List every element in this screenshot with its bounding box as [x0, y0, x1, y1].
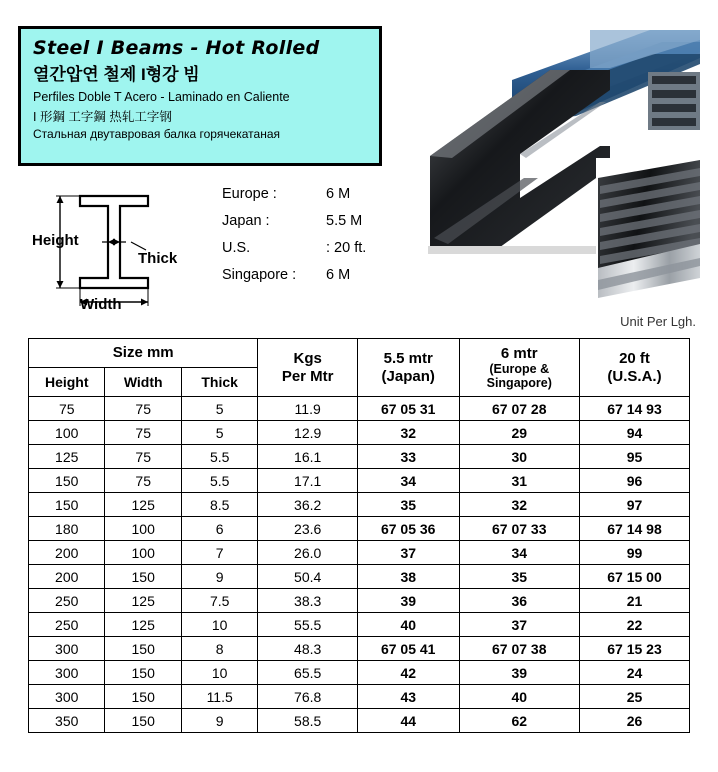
cell-code-europe: 36: [459, 589, 579, 613]
cell-code-europe: 40: [459, 685, 579, 709]
unit-note: Unit Per Lgh.: [620, 314, 696, 329]
table-row: [29, 469, 690, 493]
cell-width: 125: [105, 613, 181, 637]
header-size-mm: Size mm: [29, 339, 258, 368]
cell-width: 75: [105, 421, 181, 445]
cell-code-usa: 95: [579, 445, 689, 469]
cell-thick: 5: [181, 421, 257, 445]
cell-code-europe: 29: [459, 421, 579, 445]
cell-kgs: 58.5: [258, 709, 358, 733]
beam-spec-table: [28, 338, 690, 733]
table-row: [29, 397, 690, 421]
cell-thick: 6: [181, 517, 257, 541]
cell-width: 150: [105, 685, 181, 709]
cell-height: 150: [29, 469, 105, 493]
cell-code-europe: 35: [459, 565, 579, 589]
cell-width: 150: [105, 661, 181, 685]
table-row: [29, 661, 690, 685]
cell-code-europe: 32: [459, 493, 579, 517]
diagram-width-label: Width: [80, 296, 122, 313]
table-body: [29, 397, 690, 733]
table-head: [29, 339, 690, 397]
diagram-height-label: Height: [32, 232, 79, 249]
table-row: [29, 685, 690, 709]
header-kgs-per-mtr: [258, 339, 358, 397]
table-row: [29, 565, 690, 589]
cell-code-usa: 67 15 00: [579, 565, 689, 589]
cell-code-japan: 37: [357, 541, 459, 565]
cell-code-japan: 35: [357, 493, 459, 517]
table-row: [29, 709, 690, 733]
cell-height: 300: [29, 661, 105, 685]
cell-code-japan: 34: [357, 469, 459, 493]
cell-code-usa: 22: [579, 613, 689, 637]
beam-cross-section-diagram: [18, 180, 208, 320]
length-region: Singapore :: [222, 267, 297, 283]
length-region: Europe :: [222, 186, 277, 202]
cell-width: 150: [105, 565, 181, 589]
table-row: [29, 493, 690, 517]
table-row: [29, 541, 690, 565]
cell-kgs: 16.1: [258, 445, 358, 469]
header-usa-line1: 20 ft: [619, 350, 650, 368]
cell-code-europe: 67 07 28: [459, 397, 579, 421]
table-row: [29, 589, 690, 613]
title-cjk: I 形鋼 工字鋼 热轧工字钢: [33, 110, 172, 124]
cell-code-europe: 34: [459, 541, 579, 565]
table-row: [29, 421, 690, 445]
cell-code-japan: 39: [357, 589, 459, 613]
cell-thick: 5.5: [181, 469, 257, 493]
cell-code-usa: 67 15 23: [579, 637, 689, 661]
cell-code-usa: 26: [579, 709, 689, 733]
cell-thick: 7: [181, 541, 257, 565]
cell-code-japan: 67 05 36: [357, 517, 459, 541]
header-europe-line3: Singapore): [486, 376, 552, 391]
length-value: 5.5 M: [326, 213, 363, 229]
cell-thick: 9: [181, 565, 257, 589]
cell-code-usa: 25: [579, 685, 689, 709]
cell-code-europe: 37: [459, 613, 579, 637]
cell-thick: 11.5: [181, 685, 257, 709]
cell-height: 250: [29, 589, 105, 613]
cell-kgs: 76.8: [258, 685, 358, 709]
cell-thick: 8.5: [181, 493, 257, 517]
cell-code-usa: 21: [579, 589, 689, 613]
cell-code-europe: 31: [459, 469, 579, 493]
cell-code-japan: 32: [357, 421, 459, 445]
cell-kgs: 48.3: [258, 637, 358, 661]
length-value: : 20 ft.: [326, 240, 367, 256]
cell-thick: 5: [181, 397, 257, 421]
cell-height: 250: [29, 613, 105, 637]
cell-height: 180: [29, 517, 105, 541]
cell-height: 350: [29, 709, 105, 733]
cell-height: 150: [29, 493, 105, 517]
cell-width: 75: [105, 469, 181, 493]
cell-kgs: 65.5: [258, 661, 358, 685]
cell-kgs: 50.4: [258, 565, 358, 589]
cell-height: 200: [29, 565, 105, 589]
table-row: [29, 613, 690, 637]
cell-code-japan: 44: [357, 709, 459, 733]
length-row: [222, 267, 366, 283]
cell-code-europe: 30: [459, 445, 579, 469]
cell-thick: 8: [181, 637, 257, 661]
cell-width: 125: [105, 589, 181, 613]
length-value: 6 M: [326, 186, 351, 202]
header-kgs-line1: Kgs: [293, 350, 322, 368]
cell-code-usa: 97: [579, 493, 689, 517]
cell-height: 200: [29, 541, 105, 565]
length-row: [222, 240, 366, 256]
header-japan-line2: (Japan): [381, 367, 435, 385]
cell-code-usa: 99: [579, 541, 689, 565]
header-kgs-line2: Per Mtr: [281, 367, 334, 385]
cell-code-usa: 94: [579, 421, 689, 445]
cell-kgs: 23.6: [258, 517, 358, 541]
photo-galvanized-stack: [596, 158, 700, 298]
cell-height: 125: [29, 445, 105, 469]
product-photos: [400, 28, 700, 303]
header-europe-line1: 6 mtr: [500, 344, 538, 362]
diagram-thick-label: Thick: [138, 250, 178, 267]
photo-black-ibeam: [428, 70, 618, 254]
header-japan: [357, 339, 459, 397]
title-korean: 열간압연 철제 I형강 빔: [33, 65, 200, 84]
length-value: 6 M: [326, 267, 351, 283]
cell-code-usa: 67 14 98: [579, 517, 689, 541]
cell-thick: 10: [181, 613, 257, 637]
cell-width: 75: [105, 445, 181, 469]
cell-code-europe: 62: [459, 709, 579, 733]
header-thick: Thick: [181, 368, 257, 397]
header-height: Height: [29, 368, 105, 397]
cell-kgs: 36.2: [258, 493, 358, 517]
title-box: [18, 26, 382, 166]
table-row: [29, 517, 690, 541]
cell-code-japan: 33: [357, 445, 459, 469]
cell-kgs: 11.9: [258, 397, 358, 421]
header-europe-line2: (Europe &: [489, 361, 550, 376]
cell-height: 75: [29, 397, 105, 421]
standard-lengths-list: [222, 186, 366, 294]
header-japan-line1: 5.5 mtr: [383, 350, 433, 368]
cell-width: 125: [105, 493, 181, 517]
length-region: U.S.: [222, 240, 251, 256]
title-russian: Стальная двутавровая балка горячекатаная: [33, 127, 281, 141]
title-spanish: Perfiles Doble T Acero - Laminado en Caliente: [33, 90, 290, 104]
product-photos-svg: [400, 28, 700, 303]
header-europe-singapore: [459, 339, 579, 397]
cell-height: 300: [29, 637, 105, 661]
table-row: [29, 637, 690, 661]
cell-thick: 9: [181, 709, 257, 733]
table-row: [29, 445, 690, 469]
cell-thick: 10: [181, 661, 257, 685]
header-width: Width: [105, 368, 181, 397]
cell-code-europe: 67 07 38: [459, 637, 579, 661]
cell-code-japan: 67 05 31: [357, 397, 459, 421]
title-english: Steel I Beams - Hot Rolled: [33, 37, 320, 59]
cell-height: 300: [29, 685, 105, 709]
cell-width: 75: [105, 397, 181, 421]
cell-width: 100: [105, 541, 181, 565]
cell-code-japan: 42: [357, 661, 459, 685]
cell-code-europe: 67 07 33: [459, 517, 579, 541]
cell-code-usa: 96: [579, 469, 689, 493]
cell-kgs: 26.0: [258, 541, 358, 565]
cell-code-japan: 40: [357, 613, 459, 637]
cell-width: 150: [105, 709, 181, 733]
cell-thick: 5.5: [181, 445, 257, 469]
cell-kgs: 38.3: [258, 589, 358, 613]
cell-thick: 7.5: [181, 589, 257, 613]
table-header-row-1: [29, 339, 690, 368]
length-row: [222, 213, 366, 229]
header-usa: [579, 339, 689, 397]
cell-code-europe: 39: [459, 661, 579, 685]
cell-height: 100: [29, 421, 105, 445]
cell-code-usa: 67 14 93: [579, 397, 689, 421]
cell-width: 100: [105, 517, 181, 541]
cell-kgs: 55.5: [258, 613, 358, 637]
cell-kgs: 17.1: [258, 469, 358, 493]
length-row: [222, 186, 366, 202]
cell-kgs: 12.9: [258, 421, 358, 445]
cell-code-usa: 24: [579, 661, 689, 685]
length-region: Japan :: [222, 213, 270, 229]
cell-code-japan: 38: [357, 565, 459, 589]
header-usa-line2: (U.S.A.): [607, 367, 662, 385]
cell-width: 150: [105, 637, 181, 661]
cell-code-japan: 43: [357, 685, 459, 709]
cell-code-japan: 67 05 41: [357, 637, 459, 661]
